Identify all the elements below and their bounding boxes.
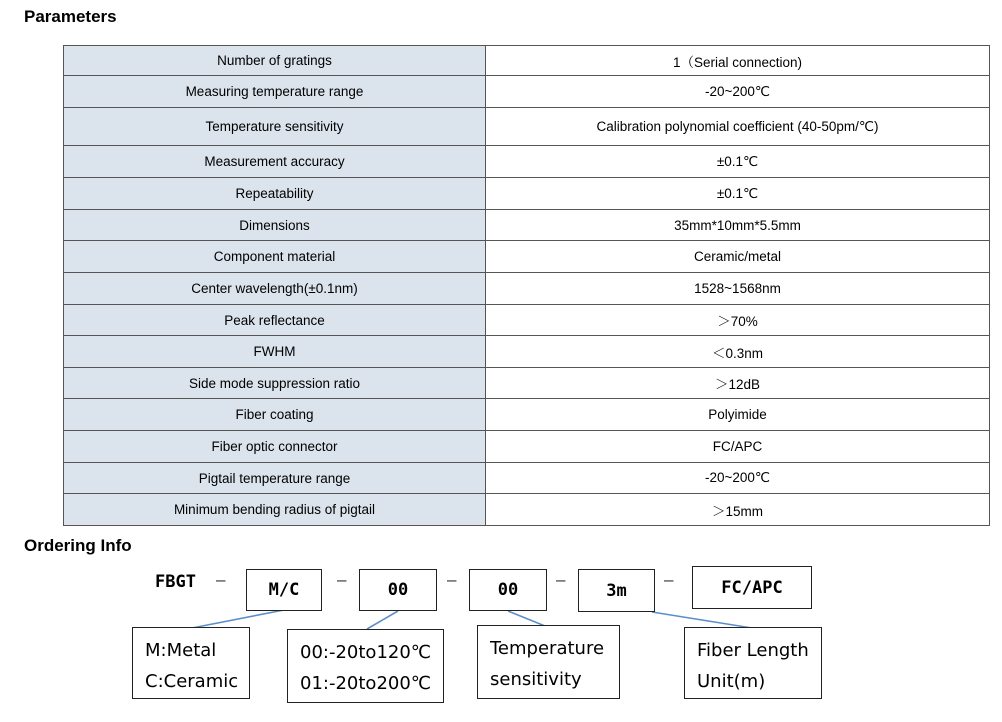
parameter-value: 1528~1568nm	[486, 273, 990, 305]
separator-dash: –	[337, 570, 347, 589]
note-line: Unit(m)	[697, 671, 766, 692]
connector-line-length	[652, 612, 752, 628]
separator-dash: –	[216, 570, 226, 589]
note-line: sensitivity	[490, 669, 582, 690]
parameter-value: -20~200℃	[486, 76, 990, 108]
parameter-value: FC/APC	[486, 431, 990, 463]
parameter-value: ±0.1℃	[486, 146, 990, 178]
parameter-value: 1（Serial connection)	[486, 46, 990, 76]
segment-sensitivity-box: 00	[469, 569, 547, 611]
parameter-label: Dimensions	[64, 210, 486, 241]
parameter-label: Fiber coating	[64, 399, 486, 431]
note-line: 00:-20to120℃	[300, 642, 432, 663]
note-line: M:Metal	[145, 640, 217, 661]
note-line: 01:-20to200℃	[300, 673, 432, 694]
separator-dash: –	[664, 570, 674, 589]
note-temperature-sensitivity	[477, 625, 620, 699]
product-prefix: FBGT	[155, 572, 196, 592]
parameter-value: ＜0.3nm	[486, 336, 990, 368]
parameter-label: Fiber optic connector	[64, 431, 486, 463]
parameter-value: 35mm*10mm*5.5mm	[486, 210, 990, 241]
parameter-label: Minimum bending radius of pigtail	[64, 494, 486, 526]
separator-dash: –	[447, 570, 457, 589]
parameter-label: Number of gratings	[64, 46, 486, 76]
segment-range-box: 00	[359, 569, 437, 611]
parameter-label: Measurement accuracy	[64, 146, 486, 178]
segment-connector-box: FC/APC	[692, 566, 812, 609]
segment-material-box: M/C	[246, 569, 322, 611]
ordering-info-heading: Ordering Info	[24, 536, 132, 555]
note-line: C:Ceramic	[145, 671, 239, 692]
parameter-value: ＞70%	[486, 305, 990, 336]
note-temperature-range	[287, 629, 444, 703]
parameters-heading: Parameters	[24, 7, 117, 26]
separator-dash: –	[556, 570, 566, 589]
parameter-value: Polyimide	[486, 399, 990, 431]
parameter-label: Measuring temperature range	[64, 76, 486, 108]
parameter-value: -20~200℃	[486, 463, 990, 494]
parameter-label: Pigtail temperature range	[64, 463, 486, 494]
note-line: Fiber Length	[697, 640, 809, 661]
connector-line-range	[367, 611, 398, 629]
parameter-label: Repeatability	[64, 178, 486, 210]
connector-line-material	[192, 610, 284, 628]
parameter-label: Side mode suppression ratio	[64, 368, 486, 399]
parameter-value: ＞12dB	[486, 368, 990, 399]
parameter-label: Component material	[64, 241, 486, 273]
parameter-value: ±0.1℃	[486, 178, 990, 210]
parameter-value: Ceramic/metal	[486, 241, 990, 273]
connector-line-sensitivity	[508, 611, 545, 626]
note-material	[132, 627, 250, 699]
parameter-label: Center wavelength(±0.1nm)	[64, 273, 486, 305]
parameter-value: Calibration polynomial coefficient (40-50pm/℃)	[486, 108, 990, 146]
note-line: Temperature	[490, 638, 605, 659]
parameter-value: ＞15mm	[486, 494, 990, 526]
parameter-label: FWHM	[64, 336, 486, 368]
parameter-label: Peak reflectance	[64, 305, 486, 336]
parameter-label: Temperature sensitivity	[64, 108, 486, 146]
note-fiber-length	[684, 627, 822, 699]
segment-length-box: 3m	[578, 569, 655, 612]
